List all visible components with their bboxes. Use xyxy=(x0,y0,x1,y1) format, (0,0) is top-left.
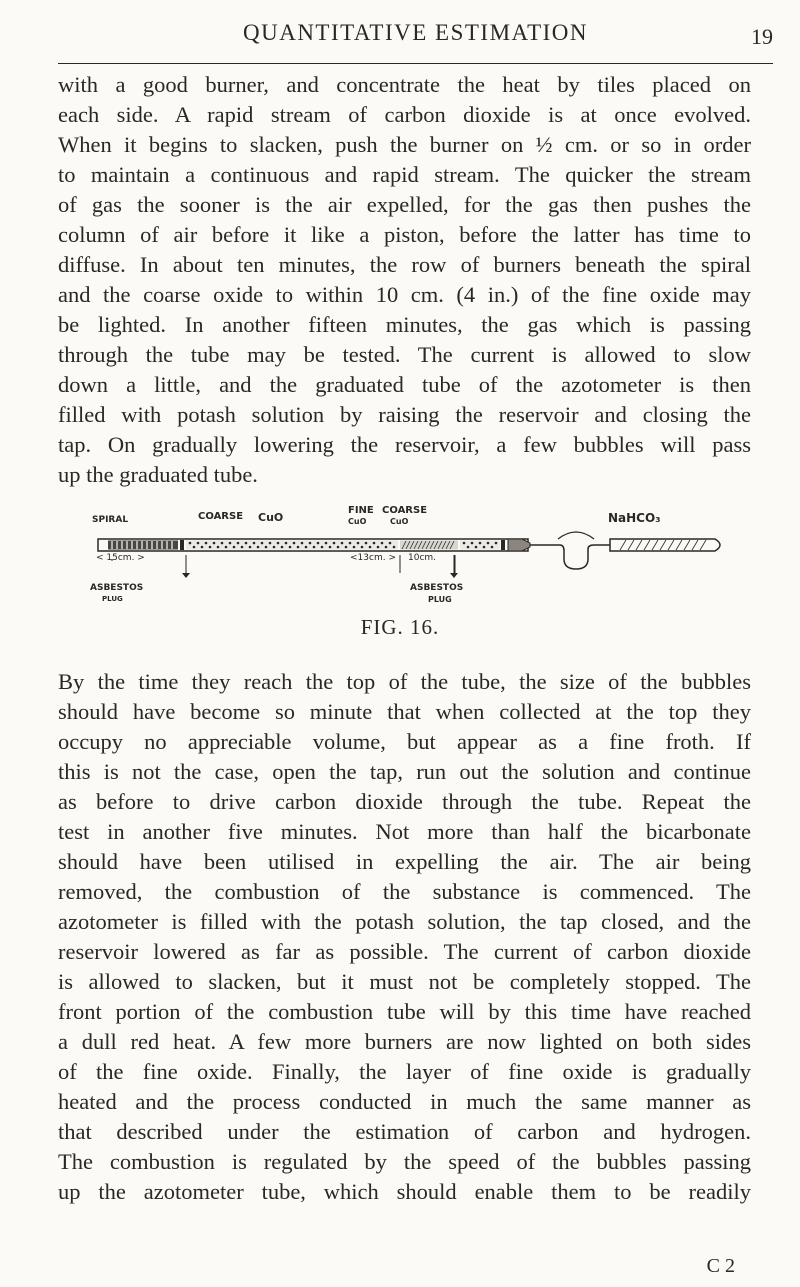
text-line: tap. On gradually lowering the reservoir, a few bubbles will pass xyxy=(58,432,751,457)
running-head: QUANTITATIVE ESTIMATION xyxy=(242,20,589,45)
label-fine-cuo: CuO xyxy=(348,517,367,526)
label-asbestos-right: ASBESTOS xyxy=(410,583,464,593)
text-line: to maintain a continuous and rapid stream. The quicker the stream xyxy=(58,162,751,187)
signature-mark: C 2 xyxy=(706,1255,735,1277)
paragraph-1 xyxy=(58,70,751,490)
text-line: azotometer is filled with the potash solution, the tap closed, and the xyxy=(58,909,751,934)
label-nahco3: NaHCO₃ xyxy=(608,511,661,525)
text-line: should have become so minute that when collected at the top they xyxy=(58,699,751,724)
text-line: this is not the case, open the tap, run out the solution and continue xyxy=(58,759,751,784)
header-rule xyxy=(58,63,773,64)
text-line: occupy no appreciable volume, but appear as a fine froth. If xyxy=(58,729,751,754)
nahco3-tube xyxy=(610,539,720,551)
label-plug-right: PLUG xyxy=(428,595,452,604)
text-line: removed, the combustion of the substance is commenced. The xyxy=(58,879,751,904)
text-line: up the azotometer tube, which should enable them to be readily xyxy=(58,1179,751,1204)
text-line: diffuse. In about ten minutes, the row of burners beneath the spiral xyxy=(58,252,751,277)
text-line: as before to drive carbon dioxide through the tube. Repeat the xyxy=(58,789,751,814)
figure-16 xyxy=(90,505,730,615)
label-spiral: SPIRAL xyxy=(92,515,129,525)
text-line: down a little, and the graduated tube of the azotometer is then xyxy=(58,372,751,397)
fine-cuo-section xyxy=(400,541,458,550)
text-line: front portion of the combustion tube will by this time have reached xyxy=(58,999,751,1024)
text-line: The combustion is regulated by the speed of the bubbles passing xyxy=(58,1149,751,1174)
page-number: 19 xyxy=(751,24,773,49)
label-dim-13cm: <13cm. > xyxy=(350,553,396,563)
text-line: column of air before it like a piston, before the latter has time to xyxy=(58,222,751,247)
connecting-tube xyxy=(530,545,610,569)
page-header xyxy=(58,20,773,68)
text-line: By the time they reach the top of the tube, the size of the bubbles xyxy=(58,669,751,694)
text-line: through the tube may be tested. The current is allowed to slow xyxy=(58,342,751,367)
spiral-section xyxy=(108,541,178,550)
label-dim-15cm: < 15cm. > xyxy=(96,553,145,563)
text-line: with a good burner, and concentrate the heat by tiles placed on xyxy=(58,72,751,97)
text-line: filled with potash solution by raising the reservoir and closing the xyxy=(58,402,751,427)
label-cuo: CuO xyxy=(258,511,284,524)
asbestos-plug-left xyxy=(180,540,184,550)
label-coarse-2-cuo: CuO xyxy=(390,517,409,526)
text-line: heated and the process conducted in much the same manner as xyxy=(58,1089,751,1114)
label-coarse-2: COARSE xyxy=(382,505,428,516)
paragraph-2 xyxy=(58,667,751,1207)
label-plug-left: PLUG xyxy=(102,595,123,603)
text-line: test in another five minutes. Not more than half the bicarbonate xyxy=(58,819,751,844)
text-line: should have been utilised in expelling the air. The air being xyxy=(58,849,751,874)
text-line: reservoir lowered as far as possible. The current of carbon dioxide xyxy=(58,939,751,964)
text-line: a dull red heat. A few more burners are now lighted on both sides xyxy=(58,1029,751,1054)
label-dim-10cm: 10cm. xyxy=(408,553,437,563)
text-line: be lighted. In another fifteen minutes, the gas which is passing xyxy=(58,312,751,337)
label-asbestos-left: ASBESTOS xyxy=(90,583,144,593)
dimension-markers xyxy=(112,555,455,573)
arrow-heads xyxy=(182,573,458,578)
text-line: is allowed to slacken, but it must not be completely stopped. The xyxy=(58,969,751,994)
text-line: of gas the sooner is the air expelled, for the gas then pushes the xyxy=(58,192,751,217)
coarse-cuo-section xyxy=(186,541,398,550)
text-line: When it begins to slacken, push the burner on ½ cm. or so in order xyxy=(58,132,751,157)
text-line: that described under the estimation of carbon and hydrogen. xyxy=(58,1119,751,1144)
asbestos-plug-right xyxy=(501,540,505,550)
label-coarse: COARSE xyxy=(198,511,244,522)
label-fine: FINE xyxy=(348,505,374,516)
tube-stopper xyxy=(508,539,530,551)
text-line: of the fine oxide. Finally, the layer of fine oxide is gradually xyxy=(58,1059,751,1084)
coarse-cuo-section-2 xyxy=(460,541,500,550)
text-line: each side. A rapid stream of carbon dioxide is at once evolved. xyxy=(58,102,751,127)
figure-caption: FIG. 16. xyxy=(360,615,440,639)
text-line: up the graduated tube. xyxy=(58,462,258,487)
text-line: and the coarse oxide to within 10 cm. (4 in.) of the fine oxide may xyxy=(58,282,751,307)
